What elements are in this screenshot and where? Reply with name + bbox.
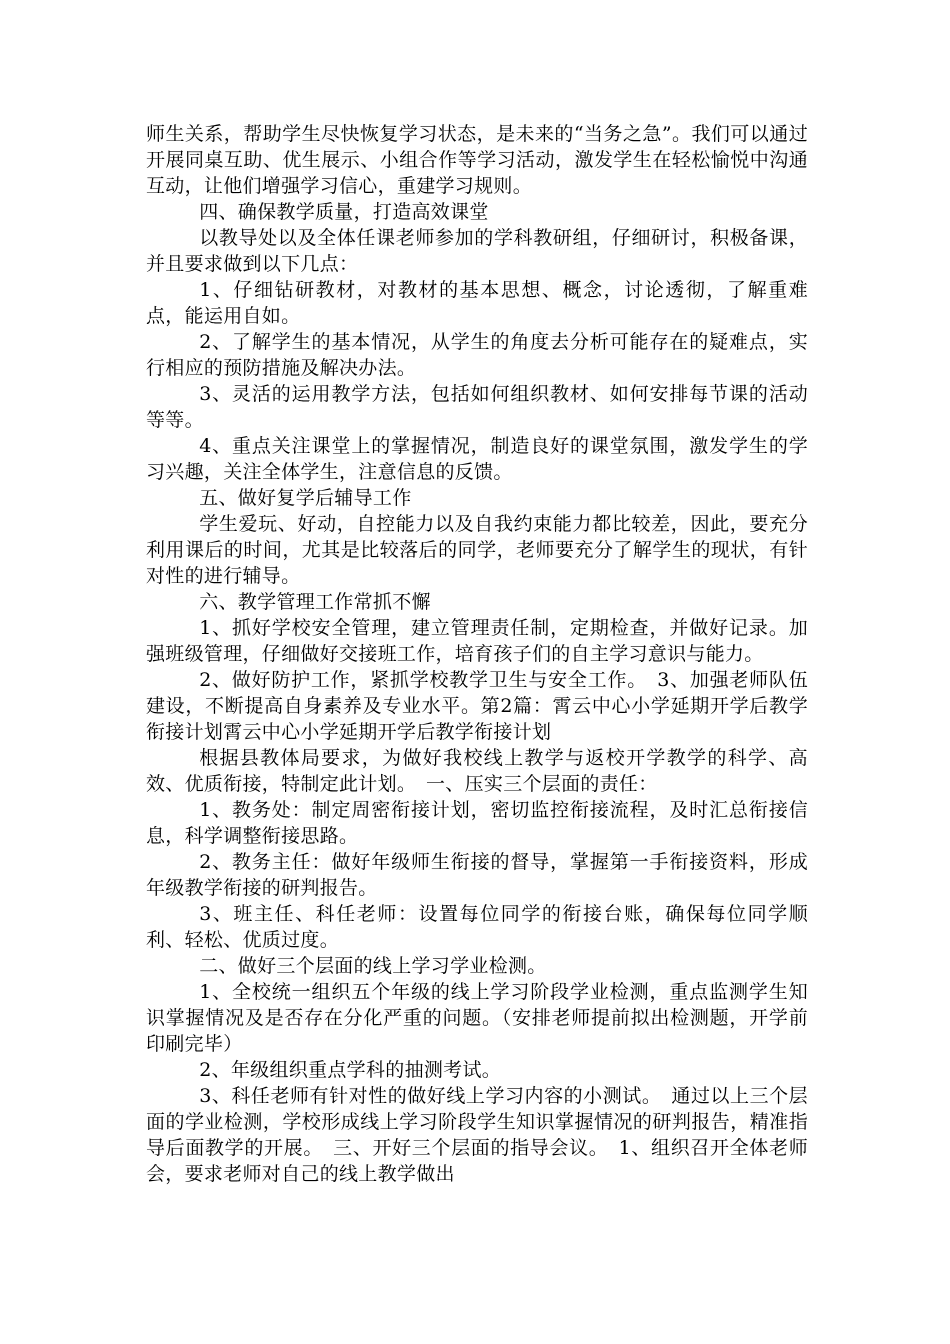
- paragraph: 师生关系，帮助学生尽快恢复学习状态，是未来的“当务之急”。我们可以通过开展同桌互助、优生展示、小组合作等学习活动，激发学生在轻松愉悦中沟通互动，让他们增强学习信心，重建学习规则。: [146, 123, 808, 197]
- list-item: 2、做好防护工作，紧抓学校教学卫生与安全工作。 3、加强老师队伍建设，不断提高自身素养及专业水平。第2篇：霄云中心小学延期开学后教学衔接计划霄云中心小学延期开学后教学衔接计划: [146, 669, 808, 743]
- section-heading: 二、做好三个层面的线上学习学业检测。: [199, 955, 547, 977]
- list-item: 4、重点关注课堂上的掌握情况，制造良好的课堂氛围，激发学生的学习兴趣，关注全体学生，注意信息的反馈。: [146, 435, 808, 483]
- section-heading: 五、做好复学后辅导工作: [199, 487, 412, 509]
- list-item: 3、灵活的运用教学方法，包括如何组织教材、如何安排每节课的活动等等。: [146, 383, 808, 431]
- list-item: 1、全校统一组织五个年级的线上学习阶段学业检测，重点监测学生知识掌握情况及是否存在分化严重的问题。（安排老师提前拟出检测题，开学前印刷完毕）: [146, 981, 808, 1055]
- list-item: 1、教务处：制定周密衔接计划，密切监控衔接流程，及时汇总衔接信息，科学调整衔接思路。: [146, 799, 808, 847]
- list-item: 1、抓好学校安全管理，建立管理责任制，定期检查，并做好记录。加强班级管理，仔细做好交接班工作，培育孩子们的自主学习意识与能力。: [146, 617, 808, 665]
- paragraph: 以教导处以及全体任课老师参加的学科教研组，仔细研讨，积极备课，并且要求做到以下几点：: [146, 227, 808, 275]
- list-item: 3、班主任、科任老师：设置每位同学的衔接台账，确保每位同学顺利、轻松、优质过度。: [146, 903, 808, 951]
- list-item: 1、仔细钻研教材，对教材的基本思想、概念，讨论透彻，了解重难点，能运用自如。: [146, 279, 808, 327]
- list-item: 2、了解学生的基本情况，从学生的角度去分析可能存在的疑难点，实行相应的预防措施及解决办法。: [146, 331, 808, 379]
- paragraph: 根据县教体局要求，为做好我校线上教学与返校开学教学的科学、高效、优质衔接，特制定此计划。 一、压实三个层面的责任：: [146, 747, 808, 795]
- list-item: 2、教务主任：做好年级师生衔接的督导，掌握第一手衔接资料，形成年级教学衔接的研判报告。: [146, 851, 808, 899]
- section-heading: 四、确保教学质量，打造高效课堂: [199, 201, 489, 223]
- list-item: 2、年级组织重点学科的抽测考试。: [199, 1059, 502, 1081]
- document-page: [146, 121, 808, 1187]
- paragraph: 学生爱玩、好动，自控能力以及自我约束能力都比较差，因此，要充分利用课后的时间，尤其是比较落后的同学，老师要充分了解学生的现状，有针对性的进行辅导。: [146, 513, 808, 587]
- list-item: 3、科任老师有针对性的做好线上学习内容的小测试。 通过以上三个层面的学业检测，学校形成线上学习阶段学生知识掌握情况的研判报告，精准指导后面教学的开展。 三、开好三个层面的指导会议。 1、组织召开全体老师会，要求老师对自己的线上教学做出: [146, 1085, 808, 1185]
- section-heading: 六、教学管理工作常抓不懈: [199, 591, 431, 613]
